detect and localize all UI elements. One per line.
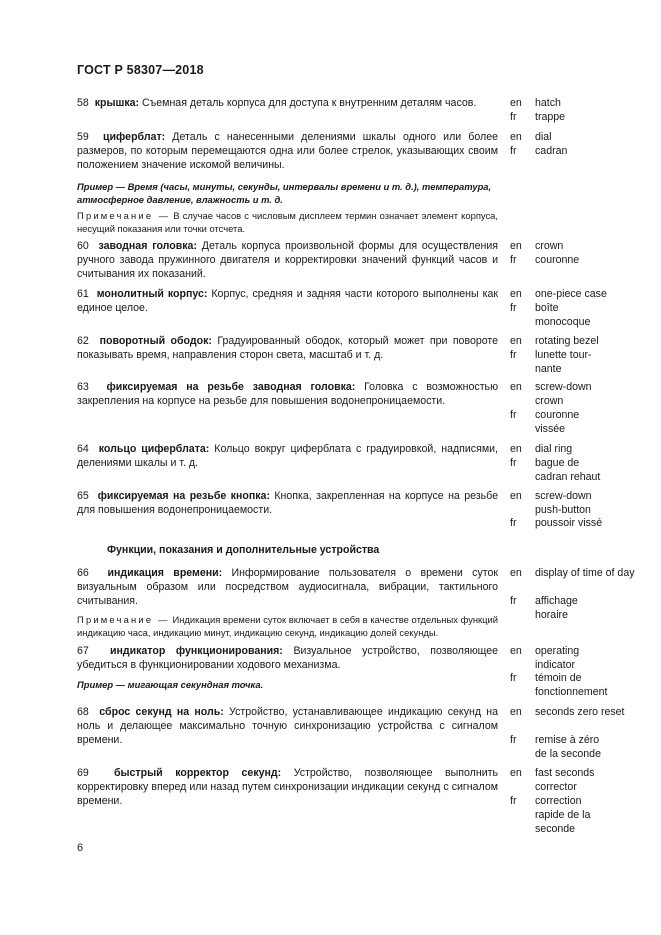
term-definition: Визуальное устройство, позволяющее убедиться в функционировании ходового механизма.	[77, 645, 499, 671]
term-example-59: Пример — Время (часы, минуты, секунды, интервалы времени и т. д.), температура, атмосферное давление, влажность и т. д.	[77, 181, 492, 205]
lang-code-fr: fr	[510, 457, 517, 469]
lang-code-en: en	[510, 288, 522, 300]
lang-code-en: en	[510, 240, 522, 252]
translation-en: seconds zero reset	[535, 706, 625, 718]
term-definition: Устройство, устанавливающее индикацию секунд на ноль и делающее максимально точную синхронизацию устройства с сигналом времени.	[77, 706, 499, 746]
translation-fr: lunette tour-nante	[535, 349, 592, 375]
translation-en: rotating bezel	[535, 335, 599, 347]
section-title: Функции, показания и дополнительные устройства	[107, 544, 380, 556]
note-text: Индикация времени суток включает в себя в качестве отдельных функций индикацию часа, индикацию минут, индикацию секунд, индикацию долей секунды.	[77, 614, 499, 638]
term-name: поворотный ободок:	[99, 335, 212, 347]
term-name: сброс секунд на ноль:	[99, 706, 224, 718]
term-number: 68	[77, 706, 89, 718]
term-number: 64	[77, 443, 89, 455]
translation-en: dial	[535, 131, 552, 143]
lang-code-fr: fr	[510, 254, 517, 266]
term-definition: Съемная деталь корпуса для доступа к внутренним деталям часов.	[142, 97, 477, 109]
term-entry-69	[77, 767, 498, 809]
translation-fr: poussoir vissé	[535, 517, 603, 529]
page-number: 6	[77, 842, 84, 854]
term-note-59	[77, 209, 498, 235]
lang-code-en: en	[510, 335, 522, 347]
term-number: 65	[77, 490, 89, 502]
term-definition: Деталь корпуса произвольной формы для осуществления ручного завода пружинного двигателя и корректировки значений функций часов и считывания их показаний.	[77, 240, 498, 280]
term-definition: Информирование пользователя о времени суток визуальным образом или посредством аудиосигнала, вибрации, тактильного считывания.	[77, 567, 499, 607]
term-number: 67	[77, 645, 89, 657]
term-name: фиксируемая на резьбе заводная головка:	[106, 381, 356, 393]
lang-code-en: en	[510, 706, 522, 718]
translation-en: crown	[535, 240, 564, 252]
translation-fr: trappe	[535, 111, 566, 123]
translation-en: screw-down crown	[535, 381, 592, 407]
lang-code-fr: fr	[510, 145, 517, 157]
term-definition: Деталь с нанесенными делениями шкалы одного или более размеров, по которым перемещаются одна или более стрелок, указывающих своим положением значение искомой величины.	[77, 131, 498, 171]
term-definition: Корпус, средняя и задняя части которого выполнены как единое целое.	[77, 288, 499, 314]
term-definition: Кольцо вокруг циферблата с градуировкой, надписями, делениями шкалы и т. д.	[77, 443, 498, 469]
term-entry-61	[77, 288, 498, 316]
term-entry-59	[77, 131, 498, 173]
term-name: циферблат:	[103, 131, 166, 143]
term-entry-62	[77, 335, 498, 363]
lang-code-fr: fr	[510, 302, 517, 314]
lang-code-en: en	[510, 443, 522, 455]
lang-code-fr: fr	[510, 517, 517, 529]
term-entry-64	[77, 443, 498, 471]
term-number: 69	[77, 767, 89, 779]
lang-code-fr: fr	[510, 734, 517, 746]
term-definition: Градуированный ободок, который может при повороте показывать время, направления сторон света, масштаб и т. д.	[77, 335, 499, 361]
translation-en: dial ring	[535, 443, 573, 455]
term-name: фиксируемая на резьбе кнопка:	[97, 490, 270, 502]
lang-code-en: en	[510, 490, 522, 502]
translation-fr: boîte monocoque	[535, 302, 591, 328]
translation-en: display of time of day	[535, 567, 635, 579]
term-name: индикация времени:	[107, 567, 223, 579]
term-number: 62	[77, 335, 89, 347]
document-header: ГОСТ Р 58307—2018	[77, 63, 204, 77]
lang-code-fr: fr	[510, 409, 517, 421]
note-text: В случае часов с числовым дисплеем термин означает элемент корпуса, несущий показания или точки отсчета.	[77, 210, 498, 234]
term-name: индикатор функционирования:	[109, 645, 283, 657]
translation-en: hatch	[535, 97, 561, 109]
translation-fr: affichage horaire	[535, 595, 578, 621]
lang-code-en: en	[510, 567, 522, 579]
translation-en: fast seconds corrector	[535, 767, 595, 793]
translation-fr: témoin de fonctionnement	[535, 672, 608, 698]
term-number: 61	[77, 288, 89, 300]
translation-fr: cadran	[535, 145, 568, 157]
term-definition: Головка с возможностью закрепления на корпусе на резьбе для повышения водонепроницаемости.	[77, 381, 499, 407]
term-definition: Кнопка, закрепленная на корпусе на резьбе для повышения водонепроницаемости.	[77, 490, 498, 516]
term-number: 60	[77, 240, 89, 252]
term-entry-58	[77, 97, 498, 111]
lang-code-fr: fr	[510, 595, 517, 607]
note-label: Примечание —	[77, 614, 170, 625]
translation-fr: bague de cadran rehaut	[535, 457, 601, 483]
term-entry-63	[77, 381, 498, 409]
lang-code-en: en	[510, 131, 522, 143]
term-note-66	[77, 613, 498, 639]
term-number: 59	[77, 131, 89, 143]
lang-code-en: en	[510, 645, 522, 657]
lang-code-en: en	[510, 767, 522, 779]
term-number: 63	[77, 381, 89, 393]
translation-en: one-piece case	[535, 288, 607, 300]
translation-fr: remise à zéro de la seconde	[535, 734, 601, 760]
term-name: монолитный корпус:	[96, 288, 208, 300]
term-number: 66	[77, 567, 89, 579]
term-entry-67	[77, 645, 498, 673]
term-number: 58	[77, 97, 89, 109]
term-name: быстрый корректор секунд:	[113, 767, 282, 779]
translation-fr: couronne	[535, 254, 580, 266]
translation-fr: couronne vissée	[535, 409, 580, 435]
term-definition: Устройство, позволяющее выполнить корректировку вперед или назад путем синхронизации индикации секунд с сигналом времени.	[77, 767, 498, 807]
translation-en: operating indicator	[535, 645, 580, 671]
lang-code-fr: fr	[510, 349, 517, 361]
translation-fr: correction rapide de la seconde	[535, 795, 591, 835]
note-label: Примечание —	[77, 210, 171, 221]
lang-code-en: en	[510, 97, 522, 109]
term-name: заводная головка:	[98, 240, 197, 252]
term-entry-68	[77, 706, 498, 748]
lang-code-fr: fr	[510, 111, 517, 123]
lang-code-fr: fr	[510, 795, 517, 807]
term-entry-66	[77, 567, 498, 609]
translation-en: screw-down push-button	[535, 490, 592, 516]
term-entry-65	[77, 490, 498, 518]
term-example-67: Пример — мигающая секундная точка.	[77, 679, 264, 690]
term-name: кольцо циферблата:	[98, 443, 210, 455]
lang-code-fr: fr	[510, 672, 517, 684]
term-entry-60	[77, 240, 498, 282]
lang-code-en: en	[510, 381, 522, 393]
term-name: крышка:	[94, 97, 140, 109]
